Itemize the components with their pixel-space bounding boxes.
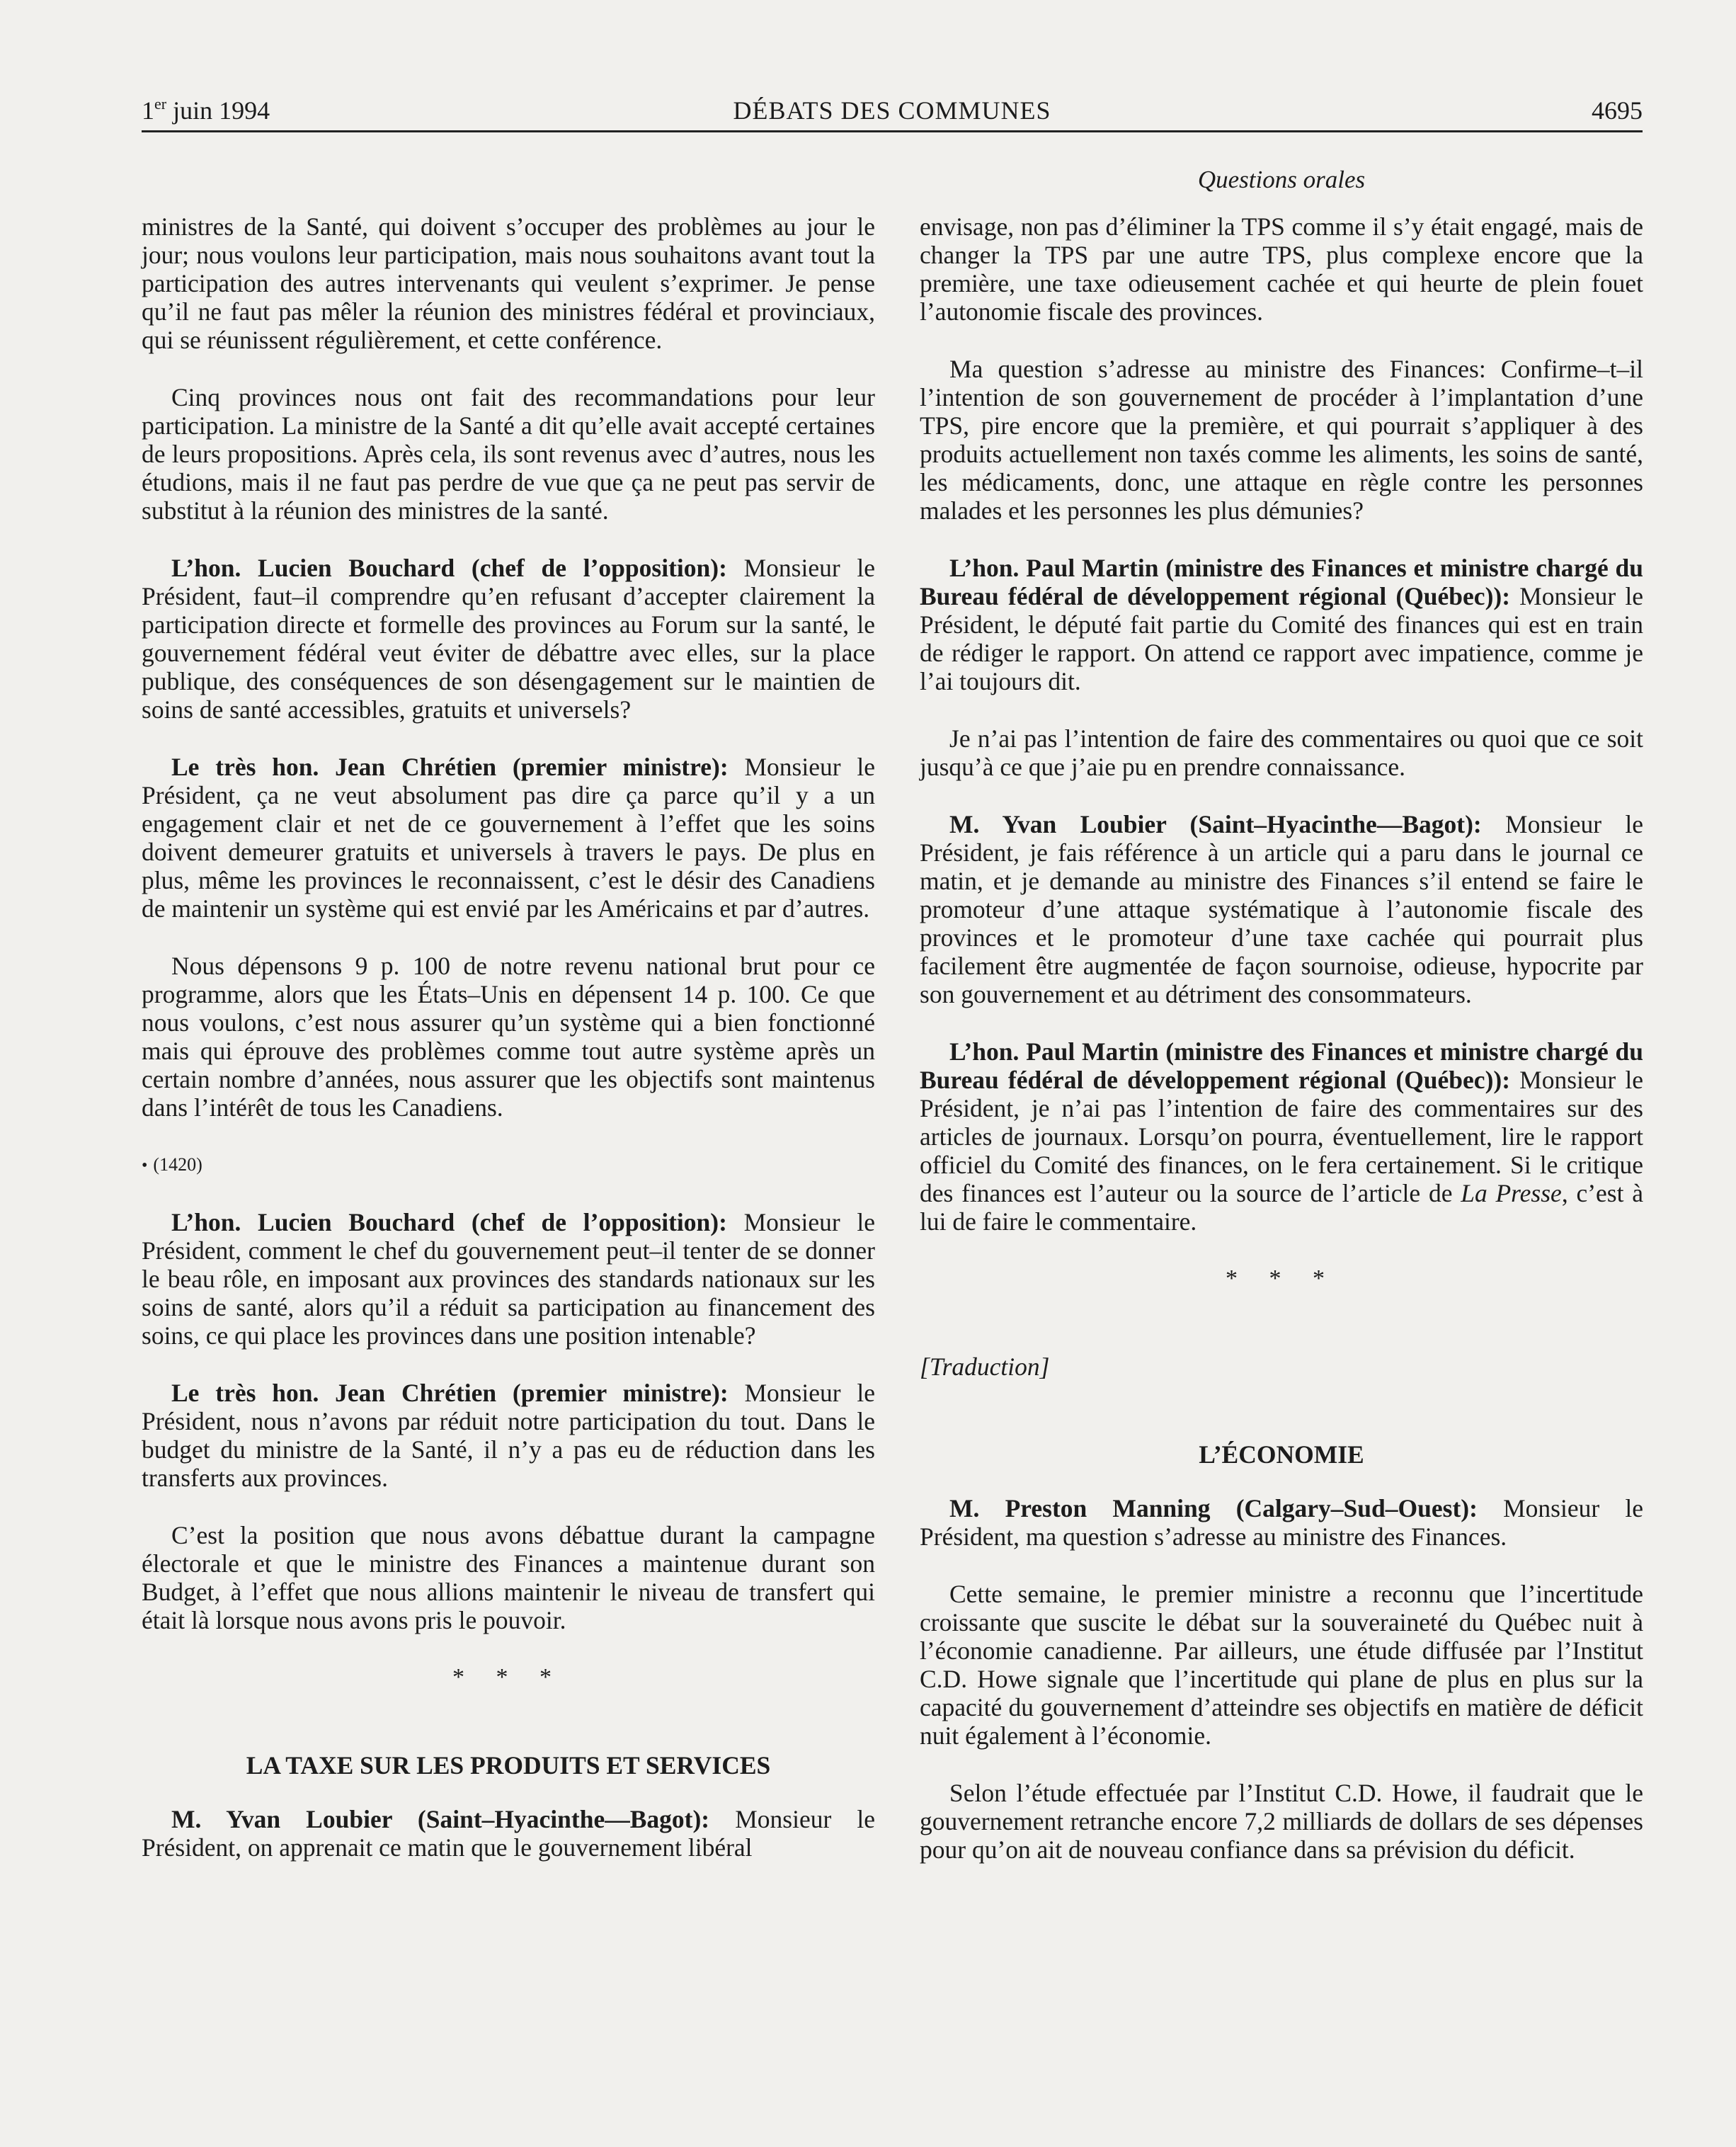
bullet-icon: • — [142, 1156, 148, 1175]
page-header — [142, 92, 1643, 132]
translation-note: [Traduction] — [920, 1352, 1050, 1381]
paragraph — [142, 554, 875, 724]
speech-text: Monsieur le Président, le député fait partie du Comité des finances qui est en train de rédiger le rapport. On attend ce rapport avec impatience, comme je l’ai toujours dit. — [920, 582, 1643, 695]
paragraph — [142, 1805, 875, 1862]
paragraph: Nous dépensons 9 p. 100 de notre revenu national brut pour ce programme, alors que les États–Unis en dépensent 14 p. 100. Ce que nous voulons, c’est nous assurer qu’un système qui a bien fonctionné mais qui éprouve des problèmes comme tout autre système après un certain nombre d’années, nous assurer que les objectifs sont maintenus dans l’intérêt de tous les Canadiens. — [142, 952, 875, 1122]
paragraph — [142, 1379, 875, 1492]
speech-text: Monsieur le Président, comment le chef du gouvernement peut–il tenter de se donner le beau rôle, en imposant aux provinces des standards nationaux sur les soins de santé, alors qu’il a réduit sa participation au financement des soins, ce qui place les provinces dans une position intenable? — [142, 1208, 875, 1350]
paragraph — [920, 554, 1643, 695]
section-heading: LA TAXE SUR LES PRODUITS ET SERVICES — [246, 1751, 771, 1779]
speech-text: Monsieur le Président, je n’ai pas l’intention de faire des commentaires sur des articles de journaux. Lorsqu’on pourra, éventuellement, lire le rapport officiel du Comité des finances, on le fera certainement. Si le critique des finances est l’auteur ou la source de l’article de — [920, 1066, 1643, 1207]
section-heading: L’ÉCONOMIE — [1199, 1440, 1364, 1469]
paragraph: ministres de la Santé, qui doivent s’occuper des problèmes au jour le jour; nous voulons leur participation, mais nous souhaitons avant tout la participation des autres intervenants qui veulent s’exprimer. Je pense qu’il ne faut pas mêler la réunion des ministres fédéral et provinciaux, qui se réunissent régulièrement, et cette conférence. — [142, 212, 875, 354]
time-marker — [142, 1151, 875, 1180]
paragraph: Cette semaine, le premier ministre a reconnu que l’incertitude croissante que suscite le débat sur la souveraineté du Québec nuit à l’économie canadienne. Par ailleurs, une étude diffusée par l’Institut C.D. Howe signale que l’incertitude qui plane de plus en plus sur la capacité du gouvernement d’atteindre ses objectifs en matière de déficit nuit également à l’économie. — [920, 1580, 1643, 1750]
speech-text: Monsieur le Président, nous n’avons par réduit notre participation du tout. Dans le budget du ministre de la Santé, il n’y a pas eu de réduction dans les transferts aux provinces. — [142, 1379, 875, 1492]
speech-text: Monsieur le Président, ma question s’adresse au ministre des Finances. — [920, 1494, 1643, 1551]
paragraph — [920, 1037, 1643, 1236]
section-title: Questions orales — [1197, 166, 1366, 193]
time-marker-text: (1420) — [153, 1154, 202, 1175]
speaker-name: L’hon. Lucien Bouchard (chef de l’opposition): — [171, 1208, 727, 1236]
section-separator: * * * — [1226, 1265, 1337, 1292]
paragraph: Ma question s’adresse au ministre des Finances: Confirme–t–il l’intention de son gouvernement de procéder à l’implantation d’une TPS, pire encore que la première, et qui pourrait s’appliquer à des produits actuellement non taxés comme les aliments, les soins de santé, les médicaments, donc, une attaque en règle contre les personnes malades et les personnes les plus démunies? — [920, 355, 1643, 525]
paragraph — [920, 1494, 1643, 1551]
speaker-name: Le très hon. Jean Chrétien (premier ministre): — [171, 753, 729, 781]
speech-text: Monsieur le Président, on apprenait ce matin que le gouvernement libéral — [142, 1805, 875, 1862]
speaker-name: L’hon. Paul Martin (ministre des Finances et ministre chargé du Bureau fédéral de développement régional (Québec)): — [920, 1037, 1643, 1094]
paragraph — [920, 810, 1643, 1008]
speech-text: Monsieur le Président, je fais référence à un article qui a paru dans le journal ce matin, et je demande au ministre des Finances s’il entend se faire le promoteur d’une attaque systématique à l’autonomie fiscale des provinces et le promoteur d’une taxe cachée qui pourrait plus facilement être augmentée de façon sournoise, odieuse, hypocrite par son gouvernement et au détriment des consommateurs. — [920, 810, 1643, 1008]
header-date: 1er juin 1994 — [142, 95, 270, 125]
paragraph: C’est la position que nous avons débattue durant la campagne électorale et que le ministre des Finances a maintenue durant son Budget, à l’effet que nous allions maintenir le niveau de transfert qui était là lorsque nous avons pris le pouvoir. — [142, 1521, 875, 1634]
speech-text: Monsieur le Président, ça ne veut absolument pas dire ça parce qu’il y a un engagement clair et net de ce gouvernement à l’effet que les soins doivent demeurer gratuits et universels à travers le pays. De plus en plus, même les provinces le reconnaissent, c’est le désir des Canadiens de maintenir un système qui est envié par les Américains et par d’autres. — [142, 753, 875, 923]
right-column — [920, 212, 1643, 1893]
section-separator: * * * — [452, 1664, 564, 1690]
paragraph: Cinq provinces nous ont fait des recommandations pour leur participation. La ministre de la Santé a dit qu’elle avait accepté certaines de leurs propositions. Après cela, ils sont revenus avec d’autres, nous les étudions, mais il ne faut pas perdre de vue que ça ne peut pas servir de substitut à la réunion des ministres de la santé. — [142, 383, 875, 525]
left-column — [142, 212, 875, 1891]
paragraph: envisage, non pas d’éliminer la TPS comme il s’y était engagé, mais de changer la TPS par une autre TPS, plus complexe encore que la première, une taxe odieusement cachée et qui heurte de plein fouet l’autonomie fiscale des provinces. — [920, 212, 1643, 326]
speaker-name: L’hon. Lucien Bouchard (chef de l’opposition): — [171, 554, 727, 582]
speech-text: , c’est à lui de faire le commentaire. — [920, 1179, 1643, 1236]
speaker-name: M. Yvan Loubier (Saint–Hyacinthe—Bagot): — [949, 810, 1482, 838]
speaker-name: Le très hon. Jean Chrétien (premier ministre): — [171, 1379, 729, 1407]
header-title: DÉBATS DES COMMUNES — [733, 96, 1051, 125]
speaker-name: L’hon. Paul Martin (ministre des Finances et ministre chargé du Bureau fédéral de développement régional (Québec)): — [920, 554, 1643, 610]
paragraph — [142, 1208, 875, 1350]
header-page-number: 4695 — [1592, 96, 1643, 125]
speech-text: Monsieur le Président, faut–il comprendre qu’en refusant d’accepter clairement la participation directe et formelle des provinces au Forum sur la santé, le gouvernement fédéral veut éviter de débattre avec elles, sur la place publique, des conséquences de son désengagement sur le maintien de soins de santé accessibles, gratuits et universels? — [142, 554, 875, 724]
paragraph: Je n’ai pas l’intention de faire des commentaires ou quoi que ce soit jusqu’à ce que j’aie pu en prendre connaissance. — [920, 724, 1643, 781]
speaker-name: M. Preston Manning (Calgary–Sud–Ouest): — [949, 1494, 1478, 1522]
paragraph — [142, 753, 875, 923]
newspaper-title: La Presse — [1461, 1179, 1562, 1207]
speaker-name: M. Yvan Loubier (Saint–Hyacinthe—Bagot): — [171, 1805, 710, 1833]
paragraph: Selon l’étude effectuée par l’Institut C.D. Howe, il faudrait que le gouvernement retranche encore 7,2 milliards de dollars de ses dépenses pour qu’on ait de nouveau confiance dans sa prévision du déficit. — [920, 1779, 1643, 1864]
